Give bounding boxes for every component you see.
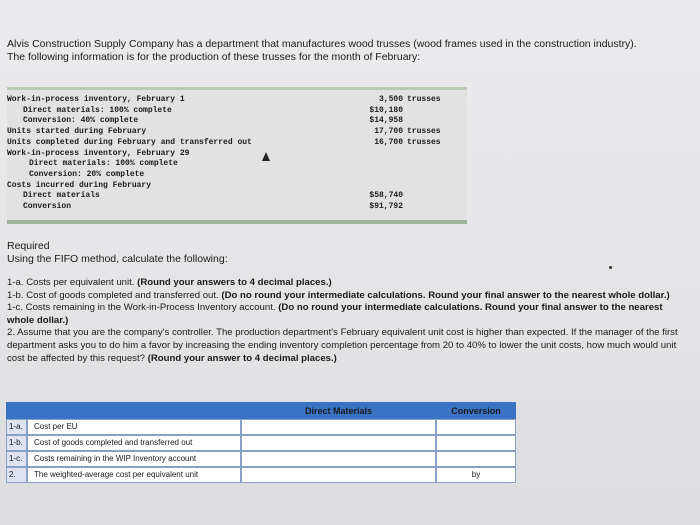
question-text: 1-a. Costs per equivalent unit. <box>7 277 138 288</box>
data-row <box>7 94 467 105</box>
question-item <box>7 290 692 303</box>
question-text: 1-b. Cost of goods completed and transferred out. <box>7 289 222 301</box>
conversion-input[interactable] <box>436 451 516 467</box>
answer-row <box>6 435 516 451</box>
answer-row-description: Cost of goods completed and transferred out <box>27 435 241 451</box>
conversion-input[interactable] <box>436 435 516 451</box>
data-row <box>7 148 467 159</box>
question-text: 2. Assume that you are the company's controller. The production department's February equivalent unit cost is higher than expected. If the manager of the first department asks you to do him a favor by increasing the ending inventory completion percentage from 20 to 40% to lower the unit costs, how much would unit cost be affected by this request? <box>7 327 678 364</box>
data-row-value: $58,740 <box>369 191 403 201</box>
direct-materials-input[interactable] <box>241 435 436 451</box>
answer-row <box>6 451 516 467</box>
question-item <box>7 302 692 327</box>
question-instruction: (Do no round your intermediate calculations. Round your final answer to the nearest whole dollar.) <box>7 302 663 326</box>
data-row-label: Direct materials: 100% complete <box>23 105 172 115</box>
dot-marker <box>609 266 612 269</box>
question-instruction: (Round your answer to 4 decimal places.) <box>147 352 337 364</box>
answer-row-number: 1-c. <box>6 451 27 467</box>
header-direct-materials-label: Direct Materials <box>304 406 373 416</box>
data-row <box>7 126 467 137</box>
questions-list <box>7 277 692 365</box>
data-row-value: $14,958 <box>369 116 403 126</box>
data-row <box>7 105 467 116</box>
table-bottom-rule <box>7 220 467 224</box>
data-row-label: Direct materials <box>23 191 100 201</box>
data-row <box>7 201 467 212</box>
question-instruction: (Do no round your intermediate calculations. Round your final answer to the nearest whole dollar.) <box>221 289 670 301</box>
data-row-value: 16,700 <box>374 137 403 147</box>
data-row-label: Work-in-process inventory, February 1 <box>7 95 185 104</box>
conversion-input[interactable] <box>436 419 516 435</box>
data-row-value: 3,500 <box>378 95 403 104</box>
required-instruction: Using the FIFO method, calculate the following: <box>7 253 228 265</box>
data-row <box>7 180 467 191</box>
direct-materials-input[interactable] <box>241 419 436 435</box>
answer-row-description: Cost per EU <box>27 419 241 435</box>
required-section <box>7 240 228 266</box>
data-row-label: Units started during February <box>7 127 147 137</box>
data-row-label: Conversion: 20% complete <box>29 169 145 179</box>
intro-paragraph: Alvis Construction Supply Company has a department that manufactures wood trusses (wood frames used in the construction industry). The following information is for the production of these trusses for the month of February: <box>7 38 637 63</box>
answer-row-number: 1-b. <box>6 435 27 451</box>
answer-row-description: Costs remaining in the WIP Inventory account <box>27 451 241 467</box>
answer-row-description: The weighted-average cost per equivalent unit <box>27 467 241 483</box>
answer-row <box>6 467 516 483</box>
data-row-label: Units completed during February and transferred out <box>7 137 252 147</box>
conversion-input[interactable]: by <box>436 467 516 483</box>
data-row <box>7 137 467 148</box>
data-row <box>7 115 467 126</box>
data-row <box>7 158 467 169</box>
data-row-unit: trusses <box>407 127 441 137</box>
answer-row-number: 1-a. <box>6 419 27 435</box>
data-row-label: Conversion <box>23 202 72 211</box>
required-title: Required <box>7 240 50 252</box>
direct-materials-input[interactable] <box>241 451 436 467</box>
data-row-value: 17,700 <box>374 127 403 137</box>
data-row <box>7 190 467 201</box>
header-conversion-label: Conversion <box>451 406 501 416</box>
question-text: 1-c. Costs remaining in the Work-in-Process Inventory account. <box>7 302 279 314</box>
answer-row-number: 2. <box>6 467 27 483</box>
production-data-table <box>7 87 467 219</box>
header-conversion <box>436 402 516 419</box>
data-row-unit: trusses <box>407 137 441 147</box>
question-item <box>7 277 692 290</box>
data-row-label: Direct materials: 100% complete <box>29 159 178 169</box>
data-row-label: Work-in-process inventory, February 29 <box>7 148 190 158</box>
data-row <box>7 169 467 180</box>
header-direct-materials <box>241 402 436 419</box>
data-row-value: $10,180 <box>369 105 403 115</box>
answer-table-header-blank <box>6 402 241 419</box>
question-instruction: (Round your answers to 4 decimal places.) <box>137 277 332 288</box>
data-row-unit: trusses <box>407 95 441 104</box>
direct-materials-input[interactable] <box>241 467 436 483</box>
data-row-label: Conversion: 40% complete <box>23 116 139 126</box>
data-row-label: Costs incurred during February <box>7 180 152 190</box>
question-item <box>7 327 692 365</box>
mouse-cursor-icon <box>262 152 270 161</box>
data-row-value: $91,792 <box>369 202 403 211</box>
answer-row <box>6 419 516 435</box>
